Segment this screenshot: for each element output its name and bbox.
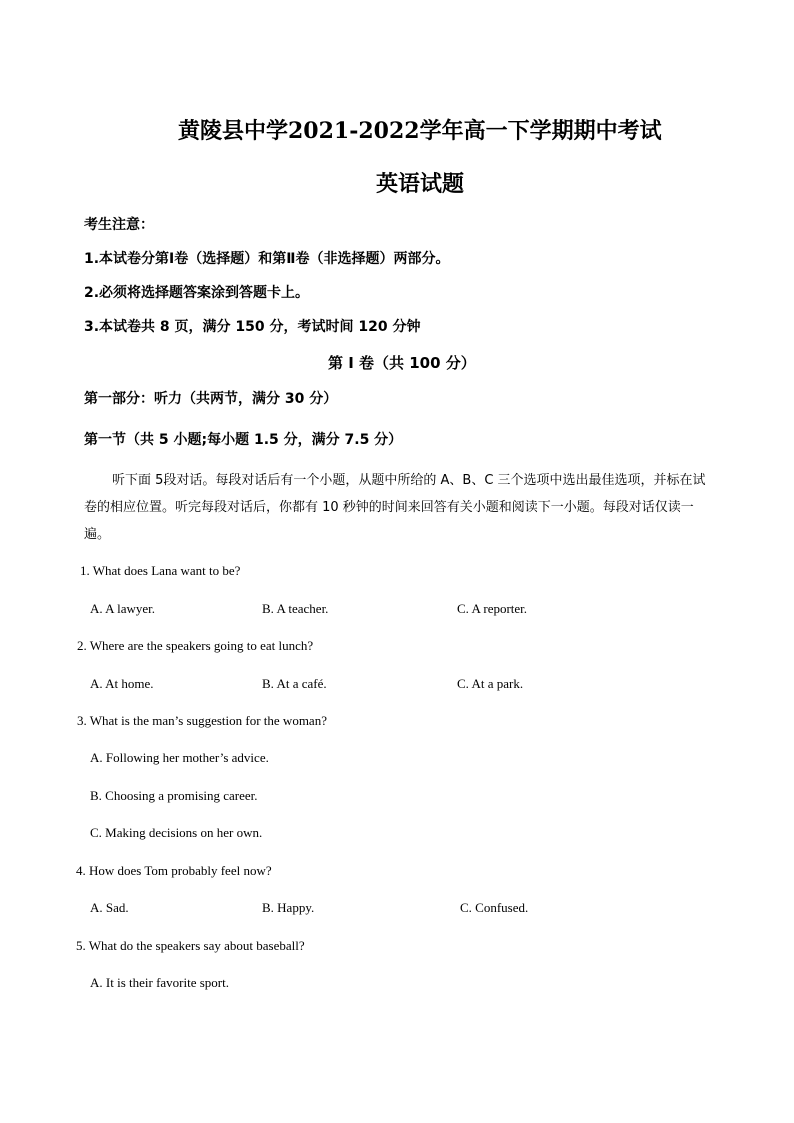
notice-item-1: 1.本试卷分第Ⅰ卷（选择题）和第Ⅱ卷（非选择题）两部分。 [84, 251, 450, 267]
notice-item-3: 3.本试卷共 8 页，满分 150 分，考试时间 120 分钟 [84, 319, 421, 335]
question-1-option-c: C. A reporter. [457, 601, 528, 616]
question-3-option-c: C. Making decisions on her own. [90, 825, 263, 840]
exam-title: 黄陵县中学2021-2022学年高一下学期期中考试 [178, 118, 662, 144]
question-1-option-b: B. A teacher. [262, 601, 329, 616]
question-2-option-c: C. At a park. [457, 676, 524, 691]
section-heading: 第一节（共 5 小题;每小题 1.5 分，满分 7.5 分） [84, 432, 403, 448]
question-5-stem: 5. What do the speakers say about baseball? [76, 938, 305, 953]
question-2-option-b: B. At a café. [262, 676, 327, 691]
instructions-line-3: 遍。 [84, 527, 111, 542]
question-5-option-a: A. It is their favorite sport. [90, 975, 229, 990]
part-heading: 第一部分：听力（共两节，满分 30 分） [84, 391, 338, 407]
question-3-stem: 3. What is the man’s suggestion for the woman? [77, 713, 327, 728]
notice-item-2: 2.必须将选择题答案涂到答题卡上。 [84, 285, 310, 301]
question-1-option-a: A. A lawyer. [90, 601, 155, 616]
question-2-option-a: A. At home. [90, 676, 154, 691]
question-3-option-b: B. Choosing a promising career. [90, 788, 258, 803]
question-3-option-a: A. Following her mother’s advice. [90, 750, 269, 765]
instructions-line-1: 听下面 5段对话。每段对话后有一个小题，从题中所给的 A、B、C 三个选项中选出最佳选项，并标在试 [112, 473, 706, 488]
question-1-stem: 1. What does Lana want to be? [80, 563, 241, 578]
instructions-line-2: 卷的相应位置。听完每段对话后，你都有 10 秒钟的时间来回答有关小题和阅读下一小题。每段对话仅读一 [84, 500, 694, 515]
question-4-option-a: A. Sad. [90, 900, 129, 915]
question-4-option-b: B. Happy. [262, 900, 315, 915]
question-2-stem: 2. Where are the speakers going to eat lunch? [77, 638, 314, 653]
question-4-stem: 4. How does Tom probably feel now? [76, 863, 272, 878]
exam-subtitle: 英语试题 [376, 171, 465, 197]
volume-heading: 第 Ⅰ 卷（共 100 分） [328, 354, 476, 372]
question-4-option-c: C. Confused. [460, 900, 529, 915]
notice-heading: 考生注意： [84, 217, 154, 233]
